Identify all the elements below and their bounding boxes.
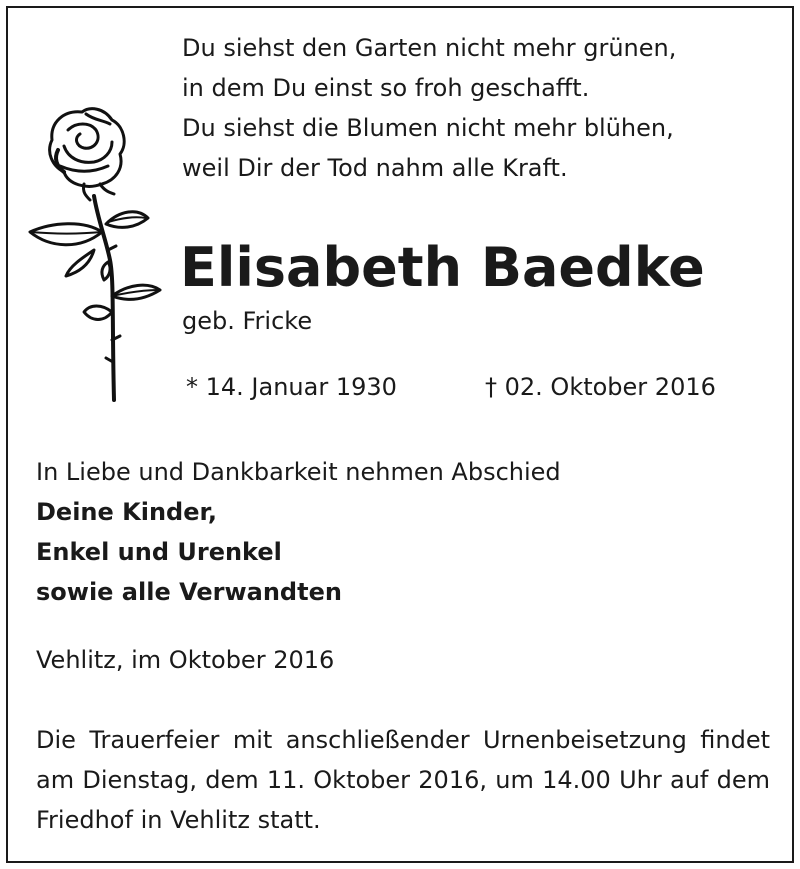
place-date: Vehlitz, im Oktober 2016 <box>36 646 335 674</box>
poem-line: Du siehst den Garten nicht mehr grünen, <box>182 34 677 62</box>
mourner-line: Deine Kinder, <box>36 498 217 526</box>
birth-name: geb. Fricke <box>182 307 313 335</box>
mourners-intro: In Liebe und Dankbarkeit nehmen Abschied <box>36 458 561 486</box>
mourners-block <box>36 452 561 612</box>
ceremony-info: Die Trauerfeier mit anschließender Urnenbeisetzung findet am Dienstag, dem 11. Oktober 2016, um 14.00 Uhr auf dem Friedhof in Vehlitz statt. <box>36 726 770 834</box>
deceased-name: Elisabeth Baedke <box>180 236 705 299</box>
rose-icon <box>24 100 174 405</box>
poem-line: Du siehst die Blumen nicht mehr blühen, <box>182 114 674 142</box>
poem-line: in dem Du einst so froh geschafft. <box>182 74 590 102</box>
mourner-line: Enkel und Urenkel <box>36 538 282 566</box>
birth-date: * 14. Januar 1930 <box>186 373 397 401</box>
poem <box>182 28 676 188</box>
poem-line: weil Dir der Tod nahm alle Kraft. <box>182 154 568 182</box>
death-date: † 02. Oktober 2016 <box>485 373 716 401</box>
mourner-line: sowie alle Verwandten <box>36 578 342 606</box>
